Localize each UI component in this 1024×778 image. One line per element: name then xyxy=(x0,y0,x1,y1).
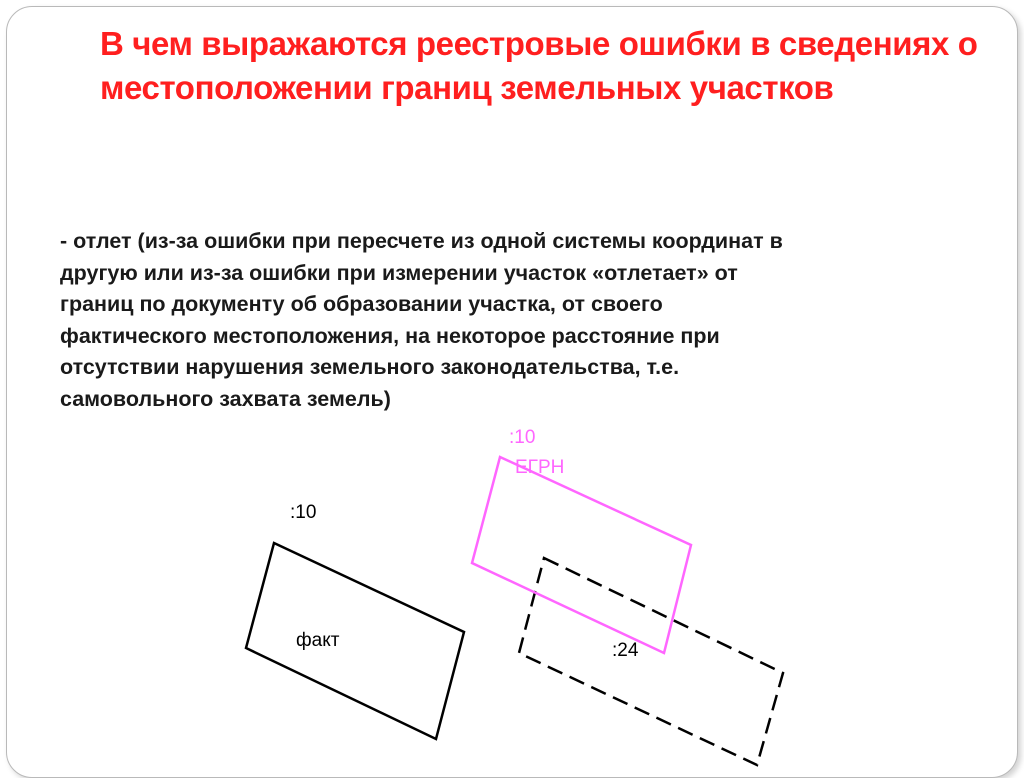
neighbor-parcel-outline xyxy=(519,558,783,765)
slide-title: В чем выражаются реестровые ошибки в сведениях о местоположении границ земельных участков xyxy=(100,25,978,106)
egrn-parcel-caption: ЕГРН xyxy=(515,457,565,478)
body-line: - отлет (из-за ошибки при пересчете из одной системы координат в xyxy=(60,229,783,253)
body-line: другую или из-за ошибки при измерении участок «отлетает» от xyxy=(60,260,738,285)
egrn-parcel-outline xyxy=(472,457,691,653)
body-line: самовольного захвата земель) xyxy=(60,386,391,411)
egrn-parcel-number: :10 xyxy=(509,427,536,448)
neighbor-parcel-number: :24 xyxy=(612,640,639,661)
fact-parcel-caption: факт xyxy=(296,630,340,651)
body-line: фактического местоположения, на некоторое расстояние при xyxy=(60,323,720,348)
fact-parcel-outline xyxy=(246,543,464,739)
fact-parcel-number: :10 xyxy=(290,502,317,523)
body-line: отсутствии нарушения земельного законодательства, т.е. xyxy=(60,355,680,379)
body-line: границ по документу об образовании участка, от своего xyxy=(60,292,663,316)
